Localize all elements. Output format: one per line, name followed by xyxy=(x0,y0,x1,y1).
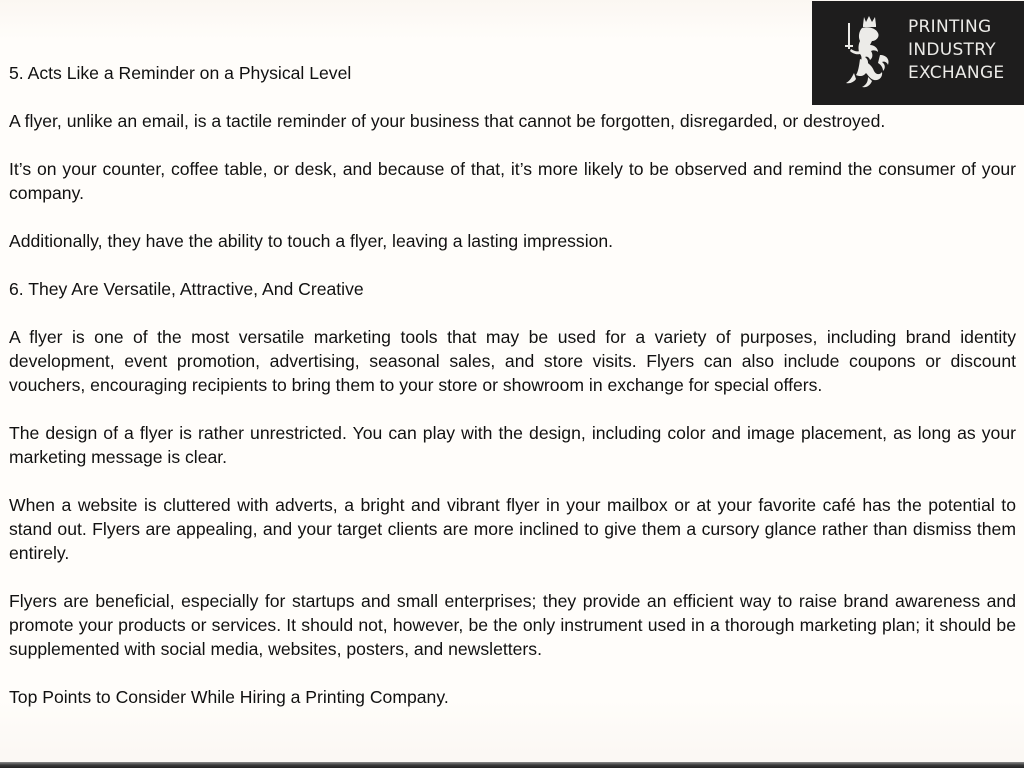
paragraph-stand-out: When a website is cluttered with adverts, a bright and vibrant flyer in your mailbox or at your favorite café has the potential to stand out. Flyers are appealing, and your target clients are more inclined to give them a cursory glance rather than dismiss them entirely. xyxy=(9,495,1016,563)
logo-line-2: INDUSTRY xyxy=(908,40,996,60)
bottom-border xyxy=(0,762,1024,768)
paragraph-design-unrestricted: The design of a flyer is rather unrestricted. You can play with the design, including color and image placement, as long as your marketing message is clear. xyxy=(9,423,1016,467)
paragraph-counter-table: It’s on your counter, coffee table, or desk, and because of that, it’s more likely to be observed and remind the consumer of your company. xyxy=(9,159,1016,203)
paragraph-tactile-reminder: A flyer, unlike an email, is a tactile reminder of your business that cannot be forgotten, disregarded, or destroyed. xyxy=(9,111,886,131)
logo-line-1: PRINTING xyxy=(908,17,992,37)
logo-line-3: EXCHANGE xyxy=(908,63,1005,83)
paragraph-top-points: Top Points to Consider While Hiring a Printing Company. xyxy=(9,687,449,707)
section-heading-6: 6. They Are Versatile, Attractive, And Creative xyxy=(9,279,364,299)
paragraph-versatile-tools: A flyer is one of the most versatile marketing tools that may be used for a variety of purposes, including brand identity development, event promotion, advertising, seasonal sales, and store visits. Flyers can also include coupons or discount vouchers, encouraging recipients to bring them to your store or showroom in exchange for special offers. xyxy=(9,327,1016,395)
paragraph-lasting-impression: Additionally, they have the ability to touch a flyer, leaving a lasting impression. xyxy=(9,231,614,251)
slide-body-text xyxy=(9,61,1016,733)
paragraph-beneficial: Flyers are beneficial, especially for startups and small enterprises; they provide an efficient way to raise brand awareness and promote your products or services. It should not, however, be the only instrument used in a thorough marketing plan; it should be supplemented with social media, websites, posters, and newsletters. xyxy=(9,591,1016,659)
section-heading-5: 5. Acts Like a Reminder on a Physical Level xyxy=(9,63,352,83)
